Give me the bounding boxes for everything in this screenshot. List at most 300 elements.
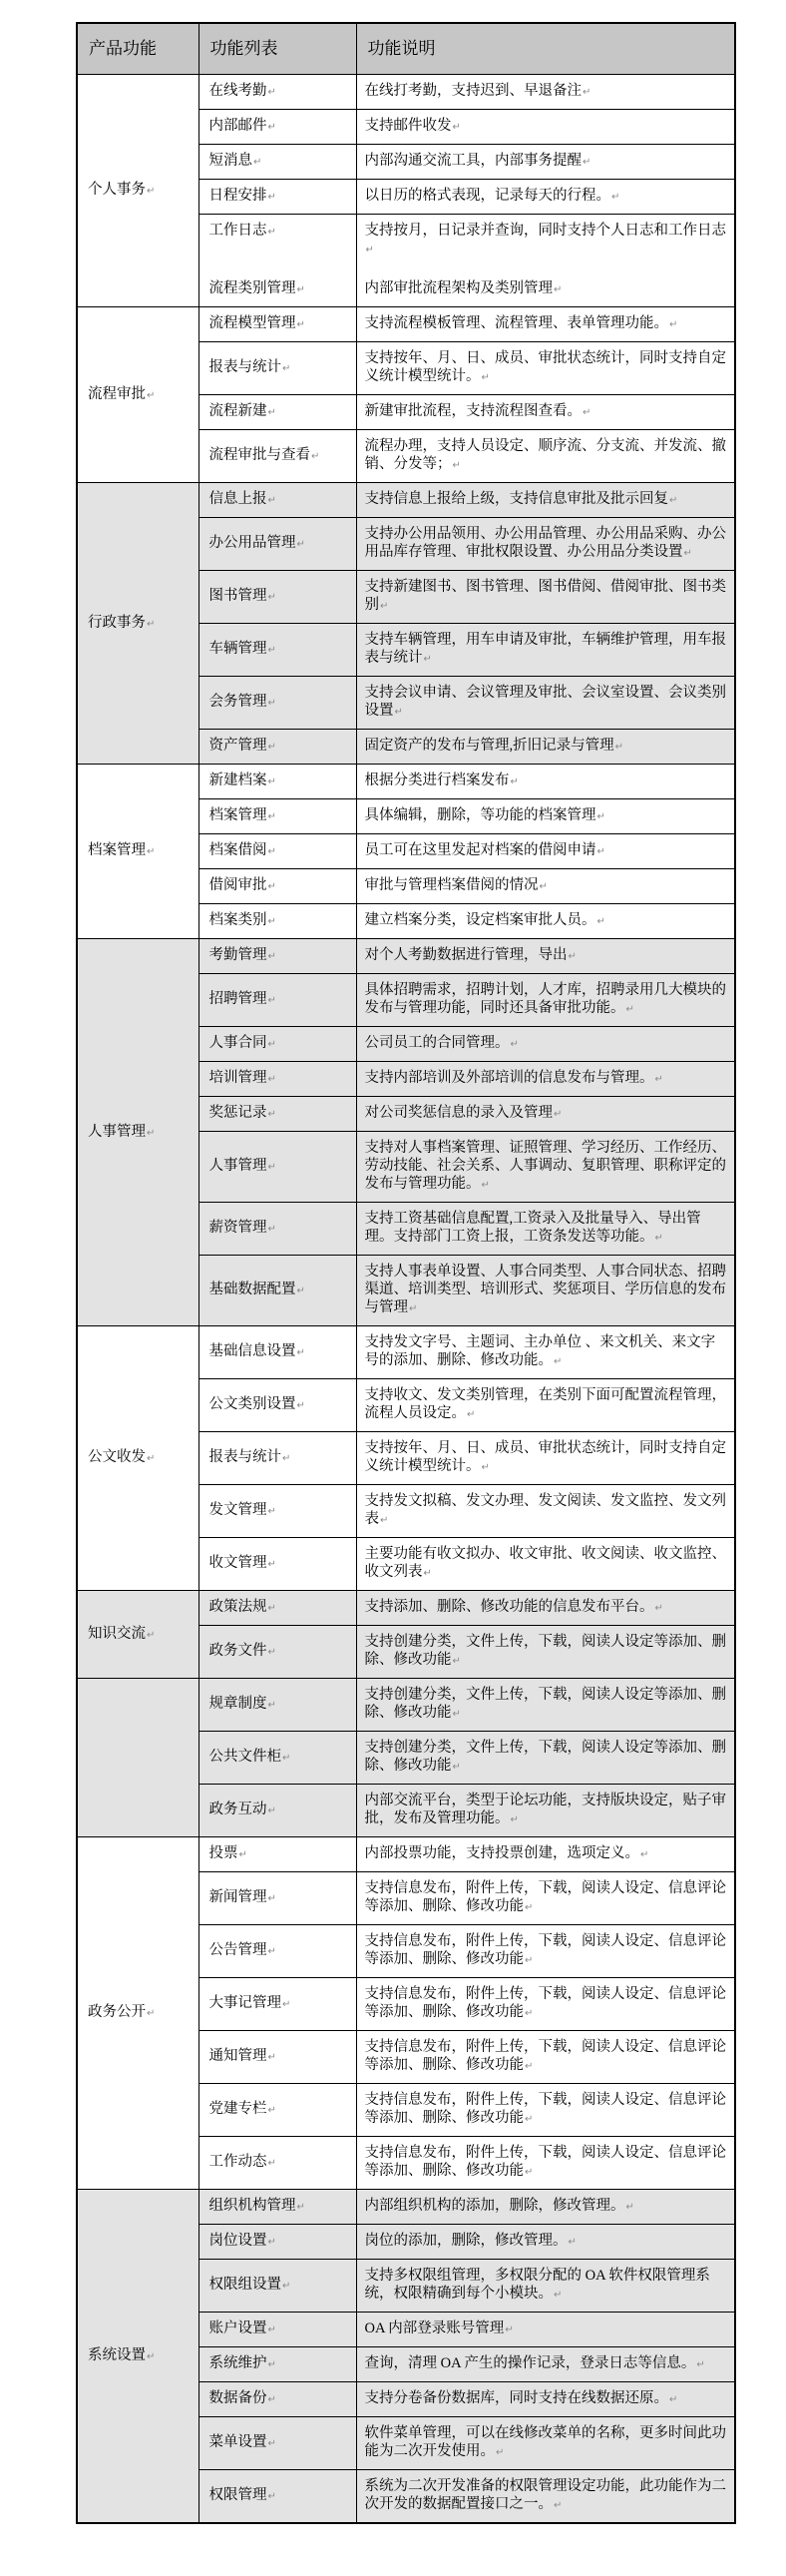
cell-text: 主要功能有收文拟办、收文审批、收文阅读、收文监控、收文列表↵ bbox=[364, 1546, 726, 1580]
cell-text: 个人事务↵ bbox=[88, 182, 156, 198]
cell-text: 档案借阅↵ bbox=[208, 842, 276, 858]
description-cell bbox=[356, 1485, 735, 1538]
paragraph-mark-icon: ↵ bbox=[267, 2105, 276, 2116]
cell-text: 软件菜单管理，可以在线修改菜单的名称，更多时间此功能为二次开发使用。↵ bbox=[364, 2425, 726, 2459]
cell-text: 知识交流↵ bbox=[88, 1625, 156, 1642]
feature-cell bbox=[198, 730, 356, 765]
paragraph-mark-icon: ↵ bbox=[267, 645, 276, 656]
paragraph-mark-icon: ↵ bbox=[611, 192, 620, 203]
cell-text: 岗位设置↵ bbox=[208, 2233, 276, 2249]
feature-cell bbox=[198, 307, 356, 342]
cell-text: 支持新建图书、图书管理、图书借阅、借阅审批、图书类别↵ bbox=[364, 579, 726, 613]
cell-text: 支持创建分类，文件上传，下载，阅读人设定等添加、删除、修改功能↵ bbox=[364, 1687, 726, 1721]
cell-text: 公共文件柜↵ bbox=[208, 1749, 291, 1765]
description-cell bbox=[356, 215, 735, 307]
cell-text: 投票↵ bbox=[208, 1845, 247, 1861]
feature-cell bbox=[198, 395, 356, 430]
cell-text: 报表与统计↵ bbox=[208, 359, 291, 375]
cell-text: 日程安排↵ bbox=[208, 188, 276, 204]
paragraph-mark-icon: ↵ bbox=[554, 2290, 563, 2301]
feature-cell bbox=[198, 1432, 356, 1485]
paragraph-mark-icon: ↵ bbox=[267, 2438, 276, 2449]
description-cell bbox=[356, 180, 735, 215]
description-cell bbox=[356, 1591, 735, 1626]
feature-cell bbox=[198, 765, 356, 799]
feature-cell bbox=[198, 939, 356, 974]
paragraph-mark-icon: ↵ bbox=[282, 2281, 291, 2292]
cell-text: OA 内部登录账号管理↵ bbox=[364, 2320, 514, 2336]
description-cell bbox=[356, 430, 735, 483]
description-cell bbox=[356, 483, 735, 518]
category-cell bbox=[77, 939, 198, 1326]
category-cell bbox=[77, 307, 198, 483]
paragraph-mark-icon: ↵ bbox=[568, 951, 577, 962]
paragraph-mark-icon: ↵ bbox=[267, 2158, 276, 2169]
cell-text: 支持人事表单设置、人事合同类型、人事合同状态、招聘渠道、培训类型、培训形式、奖惩项目、学历信息的发布与管理↵ bbox=[364, 1264, 726, 1315]
description-cell bbox=[356, 1785, 735, 1837]
cell-text: 政务互动↵ bbox=[208, 1802, 276, 1817]
description-cell bbox=[356, 1837, 735, 1872]
paragraph-mark-icon: ↵ bbox=[147, 2350, 156, 2362]
category-cell bbox=[77, 1837, 198, 2190]
paragraph-mark-icon: ↵ bbox=[267, 1224, 276, 1235]
description-cell bbox=[356, 1732, 735, 1785]
table-row bbox=[77, 1837, 735, 1872]
cell-text: 工作动态↵ bbox=[208, 2154, 276, 2170]
cell-text: 支持会议申请、会议管理及审批、会议室设置、会议类别设置↵ bbox=[364, 685, 726, 719]
feature-cell bbox=[198, 2190, 356, 2225]
features-table bbox=[76, 22, 736, 2524]
paragraph-mark-icon: ↵ bbox=[654, 1233, 663, 1244]
paragraph-mark-icon: ↵ bbox=[267, 1109, 276, 1120]
cell-text: 基础信息设置↵ bbox=[208, 1343, 305, 1359]
cell-text: 政务公开↵ bbox=[88, 2004, 156, 2020]
description-cell bbox=[356, 110, 735, 145]
cell-text: 建立档案分类，设定档案审批人员。↵ bbox=[364, 912, 605, 928]
cell-text: 支持信息发布，附件上传，下载，阅读人设定、信息评论等添加、删除、修改功能↵ bbox=[364, 2039, 726, 2073]
table-header bbox=[77, 23, 735, 75]
description-cell bbox=[356, 904, 735, 939]
cell-text: 行政事务↵ bbox=[88, 614, 156, 631]
cell-text: 组织机构管理↵ bbox=[208, 2198, 305, 2214]
feature-cell bbox=[198, 974, 356, 1027]
description-cell bbox=[356, 2031, 735, 2084]
description-cell bbox=[356, 518, 735, 571]
cell-text: 在线考勤↵ bbox=[208, 83, 276, 99]
description-cell bbox=[356, 75, 735, 110]
cell-text: 支持添加、删除、修改功能的信息发布平台。↵ bbox=[364, 1599, 663, 1615]
description-cell bbox=[356, 677, 735, 730]
feature-cell bbox=[198, 1027, 356, 1062]
paragraph-mark-icon: ↵ bbox=[282, 363, 291, 374]
cell-text: 支持内部培训及外部培训的信息发布与管理。↵ bbox=[364, 1070, 663, 1086]
paragraph-mark-icon: ↵ bbox=[683, 548, 692, 559]
paragraph-mark-icon: ↵ bbox=[669, 2394, 678, 2405]
paragraph-mark-icon: ↵ bbox=[267, 2394, 276, 2405]
cell-text: 支持收文、发文类别管理，在类别下面可配置流程管理，流程人员设定。↵ bbox=[364, 1387, 726, 1421]
feature-cell bbox=[198, 1978, 356, 2031]
cell-text: 内部组织机构的添加，删除，修改管理。↵ bbox=[364, 2198, 634, 2214]
feature-cell bbox=[198, 624, 356, 677]
category-cell bbox=[77, 2190, 198, 2524]
feature-cell bbox=[198, 1925, 356, 1978]
paragraph-mark-icon: ↵ bbox=[525, 1955, 534, 1966]
paragraph-mark-icon: ↵ bbox=[267, 122, 276, 133]
description-cell bbox=[356, 939, 735, 974]
paragraph-mark-icon: ↵ bbox=[380, 601, 389, 612]
cell-text: 流程审批与查看↵ bbox=[208, 447, 320, 463]
paragraph-mark-icon: ↵ bbox=[467, 1409, 476, 1420]
paragraph-mark-icon: ↵ bbox=[267, 846, 276, 857]
cell-text: 薪资管理↵ bbox=[208, 1220, 276, 1236]
description-cell bbox=[356, 1027, 735, 1062]
feature-cell bbox=[198, 799, 356, 834]
cell-text: 奖惩记录↵ bbox=[208, 1105, 276, 1121]
description-cell bbox=[356, 765, 735, 799]
feature-cell bbox=[198, 1538, 356, 1591]
description-cell bbox=[356, 2084, 735, 2137]
feature-cell bbox=[198, 834, 356, 869]
paragraph-mark-icon: ↵ bbox=[452, 122, 461, 133]
paragraph-mark-icon: ↵ bbox=[267, 407, 276, 418]
description-cell bbox=[356, 1538, 735, 1591]
cell-text: 支持按年、月、日、成员、审批状态统计，同时支持自定义统计模型统计。↵ bbox=[364, 1440, 726, 1474]
paragraph-mark-icon: ↵ bbox=[267, 1603, 276, 1614]
cell-text: 会务管理↵ bbox=[208, 694, 276, 710]
cell-text: 规章制度↵ bbox=[208, 1696, 276, 1712]
paragraph-mark-icon: ↵ bbox=[282, 1999, 291, 2010]
paragraph-mark-icon: ↵ bbox=[452, 1762, 461, 1773]
cell-text: 档案管理↵ bbox=[88, 842, 156, 858]
cell-text: 档案管理↵ bbox=[208, 807, 276, 823]
description-cell bbox=[356, 1379, 735, 1432]
paragraph-mark-icon: ↵ bbox=[147, 1127, 156, 1139]
cell-text: 流程审批↵ bbox=[88, 385, 156, 402]
paragraph-mark-icon: ↵ bbox=[267, 811, 276, 822]
column-header-function-list: 功能列表 bbox=[198, 23, 356, 75]
cell-text: 支持发文字号、主题词、主办单位 、来文机关、来文字号的添加、删除、修改功能。↵ bbox=[364, 1334, 716, 1368]
paragraph-mark-icon: ↵ bbox=[296, 2202, 305, 2213]
feature-cell bbox=[198, 2470, 356, 2524]
feature-cell bbox=[198, 1679, 356, 1732]
table-row bbox=[77, 1591, 735, 1626]
cell-text: 权限组设置↵ bbox=[208, 2277, 291, 2293]
cell-text: 具体编辑，删除，等功能的档案管理↵ bbox=[364, 807, 605, 823]
cell-text: 公告管理↵ bbox=[208, 1942, 276, 1958]
cell-text: 公司员工的合同管理。↵ bbox=[364, 1035, 519, 1051]
feature-cell bbox=[198, 1872, 356, 1925]
paragraph-mark-icon: ↵ bbox=[296, 1400, 305, 1411]
description-cell bbox=[356, 1326, 735, 1379]
paragraph-mark-icon: ↵ bbox=[625, 1004, 634, 1015]
feature-cell bbox=[198, 75, 356, 110]
feature-cell bbox=[198, 1203, 356, 1256]
paragraph-mark-icon: ↵ bbox=[267, 87, 276, 98]
paragraph-mark-icon: ↵ bbox=[296, 1347, 305, 1358]
cell-text: 大事记管理↵ bbox=[208, 1995, 291, 2011]
description-cell bbox=[356, 571, 735, 624]
paragraph-mark-icon: ↵ bbox=[267, 192, 276, 203]
feature-cell bbox=[198, 2313, 356, 2347]
feature-cell bbox=[198, 215, 356, 307]
paragraph-mark-icon: ↵ bbox=[481, 1180, 490, 1191]
paragraph-mark-icon: ↵ bbox=[296, 1286, 305, 1296]
paragraph-mark-icon: ↵ bbox=[238, 1849, 247, 1860]
cell-text: 短消息↵ bbox=[208, 153, 262, 169]
paragraph-mark-icon: ↵ bbox=[452, 460, 461, 471]
description-cell bbox=[356, 2417, 735, 2470]
feature-cell bbox=[198, 1256, 356, 1326]
cell-text: 党建专栏↵ bbox=[208, 2101, 276, 2117]
paragraph-mark-icon: ↵ bbox=[583, 87, 591, 98]
cell-text: 数据备份↵ bbox=[208, 2390, 276, 2406]
description-cell bbox=[356, 1925, 735, 1978]
category-cell bbox=[77, 75, 198, 307]
paragraph-mark-icon: ↵ bbox=[452, 1656, 461, 1667]
paragraph-mark-icon: ↵ bbox=[267, 2491, 276, 2502]
cell-text: 审批与管理档案借阅的情况↵ bbox=[364, 877, 548, 893]
paragraph-mark-icon: ↵ bbox=[596, 811, 605, 822]
paragraph-mark-icon: ↵ bbox=[296, 284, 305, 295]
description-cell bbox=[356, 1679, 735, 1732]
cell-text: 支持信息发布，附件上传，下载，阅读人设定、信息评论等添加、删除、修改功能↵ bbox=[364, 1986, 726, 2020]
cell-text: 新建档案↵ bbox=[208, 773, 276, 788]
cell-text: 支持多权限组管理，多权限分配的 OA 软件权限管理系统，权限精确到每个小模块。↵ bbox=[364, 2268, 710, 2302]
paragraph-mark-icon: ↵ bbox=[554, 284, 563, 295]
cell-text: 支持发文拟稿、发文办理、发文阅读、发文监控、发文列表↵ bbox=[364, 1493, 726, 1527]
paragraph-mark-icon: ↵ bbox=[554, 2500, 563, 2511]
cell-text: 支持信息发布，附件上传，下载，阅读人设定、信息评论等添加、删除、修改功能↵ bbox=[364, 2092, 726, 2126]
paragraph-mark-icon: ↵ bbox=[267, 995, 276, 1006]
cell-text: 公文收发↵ bbox=[88, 1449, 156, 1465]
cell-text: 固定资产的发布与管理,折旧记录与管理↵ bbox=[364, 738, 624, 754]
paragraph-mark-icon: ↵ bbox=[394, 707, 403, 718]
description-cell bbox=[356, 1256, 735, 1326]
table-row bbox=[77, 765, 735, 799]
feature-cell bbox=[198, 430, 356, 483]
paragraph-mark-icon: ↵ bbox=[614, 742, 624, 753]
cell-text: 支持邮件收发↵ bbox=[364, 118, 461, 134]
cell-text: 支持信息上报给上级，支持信息审批及批示回复↵ bbox=[364, 491, 678, 507]
feature-cell bbox=[198, 342, 356, 395]
feature-cell bbox=[198, 180, 356, 215]
cell-text: 人事合同↵ bbox=[208, 1035, 276, 1051]
description-cell bbox=[356, 1626, 735, 1679]
paragraph-mark-icon: ↵ bbox=[282, 1453, 291, 1464]
paragraph-mark-icon: ↵ bbox=[423, 654, 432, 665]
paragraph-mark-icon: ↵ bbox=[147, 846, 156, 857]
feature-cell bbox=[198, 110, 356, 145]
feature-cell bbox=[198, 2382, 356, 2417]
paragraph-mark-icon: ↵ bbox=[147, 186, 156, 197]
feature-cell bbox=[198, 2031, 356, 2084]
cell-text: 档案类别↵ bbox=[208, 912, 276, 928]
paragraph-mark-icon: ↵ bbox=[409, 1303, 418, 1314]
cell-text: 工作日志↵ bbox=[208, 223, 276, 239]
paragraph-mark-icon: ↵ bbox=[296, 319, 305, 330]
cell-text: 支持信息发布，附件上传，下载，阅读人设定、信息评论等添加、删除、修改功能↵ bbox=[364, 2145, 726, 2179]
paragraph-mark-icon: ↵ bbox=[596, 916, 605, 927]
table-body bbox=[77, 75, 735, 2524]
cell-text: 支持对人事档案管理、证照管理、学习经历、工作经历、劳动技能、社会关系、人事调动、复职管理、职称评定的发布与管理功能。↵ bbox=[364, 1140, 726, 1192]
cell-text: 资产管理↵ bbox=[208, 738, 276, 754]
cell-text: 流程办理，支持人员设定、顺序流、分支流、并发流、撤销、分发等；↵ bbox=[364, 438, 726, 472]
feature-cell bbox=[198, 1626, 356, 1679]
cell-text: 支持信息发布，附件上传，下载，阅读人设定、信息评论等添加、删除、修改功能↵ bbox=[364, 1880, 726, 1914]
description-cell bbox=[356, 2137, 735, 2190]
paragraph-mark-icon: ↵ bbox=[267, 495, 276, 506]
description-cell bbox=[356, 307, 735, 342]
paragraph-mark-icon: ↵ bbox=[147, 1453, 156, 1464]
cell-text: 账户设置↵ bbox=[208, 2320, 276, 2336]
feature-cell bbox=[198, 571, 356, 624]
description-cell bbox=[356, 2313, 735, 2347]
feature-cell bbox=[198, 518, 356, 571]
cell-text: 员工可在这里发起对档案的借阅申请↵ bbox=[364, 842, 605, 858]
feature-cell bbox=[198, 2417, 356, 2470]
paragraph-mark-icon: ↵ bbox=[568, 2237, 577, 2248]
table-row bbox=[77, 1679, 735, 1732]
paragraph-mark-icon: ↵ bbox=[267, 592, 276, 603]
cell-text: 招聘管理↵ bbox=[208, 991, 276, 1007]
paragraph-mark-icon: ↵ bbox=[625, 2202, 634, 2213]
category-cell bbox=[77, 1591, 198, 1679]
paragraph-mark-icon: ↵ bbox=[253, 157, 262, 168]
paragraph-mark-icon: ↵ bbox=[640, 1849, 649, 1860]
cell-text: 新闻管理↵ bbox=[208, 1889, 276, 1905]
category-cell bbox=[77, 483, 198, 765]
paragraph-mark-icon: ↵ bbox=[267, 227, 276, 238]
paragraph-mark-icon: ↵ bbox=[496, 2447, 505, 2458]
description-cell bbox=[356, 1062, 735, 1097]
paragraph-mark-icon: ↵ bbox=[669, 319, 678, 330]
cell-text: 新建审批流程，支持流程图查看。↵ bbox=[364, 403, 591, 419]
paragraph-mark-icon: ↵ bbox=[267, 1805, 276, 1816]
paragraph-mark-icon: ↵ bbox=[267, 2237, 276, 2248]
feature-cell bbox=[198, 145, 356, 180]
paragraph-mark-icon: ↵ bbox=[267, 1506, 276, 1517]
paragraph-mark-icon: ↵ bbox=[654, 1603, 663, 1614]
paragraph-mark-icon: ↵ bbox=[452, 1709, 461, 1720]
paragraph-mark-icon: ↵ bbox=[365, 245, 374, 256]
description-cell bbox=[356, 799, 735, 834]
cell-text: 公文类别设置↵ bbox=[208, 1396, 305, 1412]
paragraph-mark-icon: ↵ bbox=[267, 1647, 276, 1658]
category-cell bbox=[77, 765, 198, 939]
cell-text: 支持按年、月、日、成员、审批状态统计，同时支持自定义统计模型统计。↵ bbox=[364, 350, 726, 384]
feature-cell bbox=[198, 483, 356, 518]
feature-cell bbox=[198, 1326, 356, 1379]
cell-text: 政策法规↵ bbox=[208, 1599, 276, 1615]
feature-cell bbox=[198, 1062, 356, 1097]
description-cell bbox=[356, 869, 735, 904]
feature-cell bbox=[198, 1132, 356, 1203]
cell-text: 内部沟通交流工具，内部事务提醒↵ bbox=[364, 153, 591, 169]
paragraph-mark-icon: ↵ bbox=[267, 776, 276, 787]
paragraph-mark-icon: ↵ bbox=[147, 2008, 156, 2019]
paragraph-mark-icon: ↵ bbox=[596, 846, 605, 857]
paragraph-mark-icon: ↵ bbox=[267, 1893, 276, 1904]
cell-text: 内部邮件↵ bbox=[208, 118, 276, 134]
paragraph-mark-icon: ↵ bbox=[267, 881, 276, 892]
cell-text: 收文管理↵ bbox=[208, 1555, 276, 1571]
paragraph-mark-icon: ↵ bbox=[669, 495, 678, 506]
column-header-product-function: 产品功能 bbox=[77, 23, 198, 75]
paragraph-mark-icon: ↵ bbox=[267, 1700, 276, 1711]
paragraph-mark-icon: ↵ bbox=[554, 1109, 563, 1120]
paragraph-mark-icon: ↵ bbox=[267, 2359, 276, 2370]
description-cell bbox=[356, 1978, 735, 2031]
cell-text: 菜单设置↵ bbox=[208, 2434, 276, 2450]
description-cell bbox=[356, 145, 735, 180]
cell-text: 支持流程模板管理、流程管理、表单管理功能。↵ bbox=[364, 315, 678, 331]
cell-text: 对个人考勤数据进行管理，导出↵ bbox=[364, 947, 577, 963]
column-header-function-description: 功能说明 bbox=[356, 23, 735, 75]
feature-cell bbox=[198, 1785, 356, 1837]
cell-text: 内部审批流程架构及类别管理↵ bbox=[364, 280, 563, 296]
table-row bbox=[77, 1326, 735, 1379]
cell-text: 报表与统计↵ bbox=[208, 1449, 291, 1465]
feature-cell bbox=[198, 2225, 356, 2260]
description-cell bbox=[356, 1132, 735, 1203]
cell-text: 图书管理↵ bbox=[208, 588, 276, 604]
cell-text: 内部交流平台，类型于论坛功能，支持版块设定，贴子审批，发布及管理功能。↵ bbox=[364, 1793, 726, 1826]
cell-text: 权限管理↵ bbox=[208, 2487, 276, 2503]
description-cell bbox=[356, 1203, 735, 1256]
cell-text: 通知管理↵ bbox=[208, 2048, 276, 2064]
description-cell bbox=[356, 974, 735, 1027]
cell-text: 岗位的添加，删除，修改管理。↵ bbox=[364, 2233, 577, 2249]
paragraph-mark-icon: ↵ bbox=[267, 1074, 276, 1085]
cell-text: 基础数据配置↵ bbox=[208, 1282, 305, 1297]
paragraph-mark-icon: ↵ bbox=[267, 916, 276, 927]
table-row bbox=[77, 75, 735, 110]
description-cell bbox=[356, 2260, 735, 2313]
cell-text: 支持车辆管理，用车申请及审批，车辆维护管理，用车报表与统计↵ bbox=[364, 632, 726, 666]
cell-text: 车辆管理↵ bbox=[208, 641, 276, 657]
feature-cell bbox=[198, 2260, 356, 2313]
cell-text: 根据分类进行档案发布↵ bbox=[364, 773, 519, 788]
paragraph-mark-icon: ↵ bbox=[583, 407, 591, 418]
cell-text: 考勤管理↵ bbox=[208, 947, 276, 963]
feature-cell bbox=[198, 1837, 356, 1872]
cell-text: 支持办公用品领用、办公用品管理、办公用品采购、办公用品库存管理、审批权限设置、办公用品分类设置↵ bbox=[364, 526, 726, 560]
paragraph-mark-icon: ↵ bbox=[554, 1356, 563, 1367]
cell-text: 培训管理↵ bbox=[208, 1070, 276, 1086]
paragraph-mark-icon: ↵ bbox=[147, 389, 156, 401]
feature-cell bbox=[198, 869, 356, 904]
feature-cell bbox=[198, 1732, 356, 1785]
table-row bbox=[77, 307, 735, 342]
paragraph-mark-icon: ↵ bbox=[267, 1946, 276, 1957]
table-row bbox=[77, 483, 735, 518]
paragraph-mark-icon: ↵ bbox=[311, 451, 320, 462]
cell-text: 查询，清理 OA 产生的操作记录，登录日志等信息。↵ bbox=[364, 2355, 705, 2371]
paragraph-mark-icon: ↵ bbox=[481, 372, 490, 383]
description-cell bbox=[356, 834, 735, 869]
paragraph-mark-icon: ↵ bbox=[510, 776, 519, 787]
feature-cell bbox=[198, 1097, 356, 1132]
paragraph-mark-icon: ↵ bbox=[510, 1039, 519, 1050]
paragraph-mark-icon: ↵ bbox=[654, 1074, 663, 1085]
paragraph-mark-icon: ↵ bbox=[583, 157, 591, 168]
cell-text: 内部投票功能，支持投票创建，选项定义。↵ bbox=[364, 1845, 649, 1861]
feature-cell bbox=[198, 1379, 356, 1432]
description-cell bbox=[356, 624, 735, 677]
cell-text: 在线打考勤，支持迟到、早退备注↵ bbox=[364, 83, 591, 99]
cell-text: 支持工资基础信息配置,工资录入及批量导入、导出管理。支持部门工资上报，工资条发送等功能。↵ bbox=[364, 1211, 701, 1245]
paragraph-mark-icon: ↵ bbox=[267, 1559, 276, 1570]
